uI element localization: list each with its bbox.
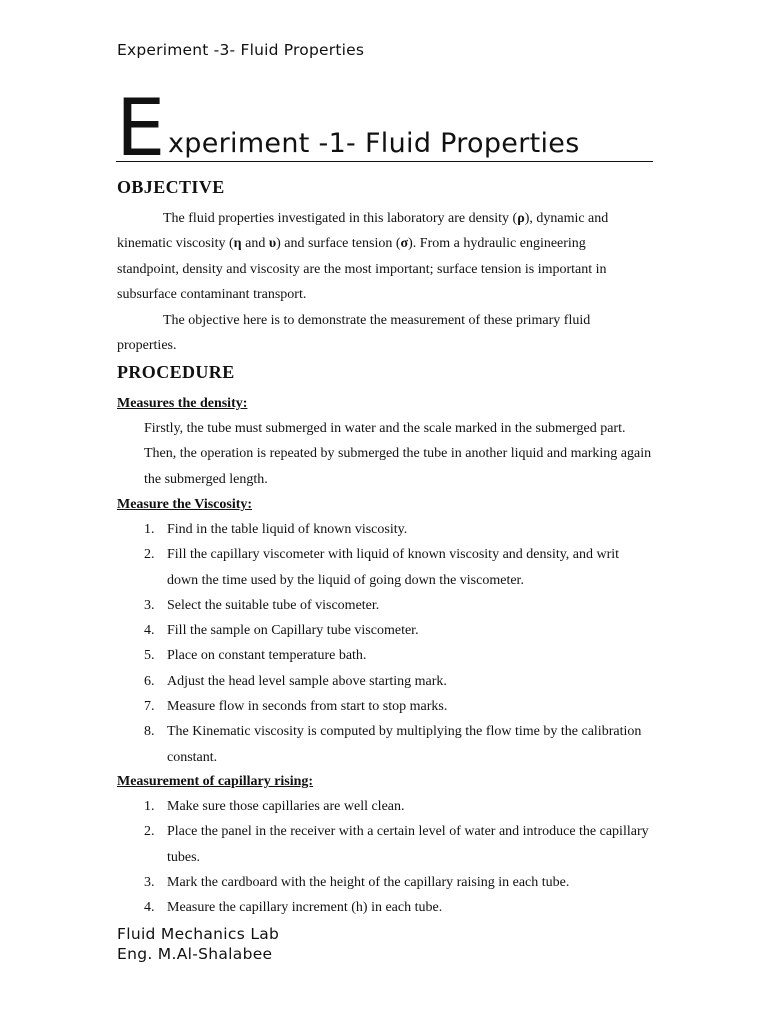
step-text: Place the panel in the receiver with a certain level of water and introduce the capillary tubes. bbox=[167, 824, 649, 865]
eta-symbol: η bbox=[233, 236, 242, 252]
list-item bbox=[117, 643, 652, 668]
step-text: Place on constant temperature bath. bbox=[167, 648, 367, 664]
objective-paragraph-2: The objective here is to demonstrate the measurement of these primary fluid properties. bbox=[117, 313, 591, 354]
step-number: 4. bbox=[144, 900, 155, 916]
step-number: 3. bbox=[144, 597, 155, 613]
list-item bbox=[117, 870, 652, 895]
step-text: Measure the capillary increment (h) in each tube. bbox=[167, 900, 443, 916]
list-item bbox=[117, 694, 652, 719]
step-text: Fill the capillary viscometer with liquid of known viscosity and density, and writ down the time used by the liquid of going down the viscometer. bbox=[167, 547, 620, 588]
objective-paragraph-1 bbox=[117, 206, 637, 307]
footer-author: Eng. M.Al-Shalabee bbox=[117, 945, 273, 963]
step-text: Make sure those capillaries are well clean. bbox=[167, 799, 405, 814]
title-dropcap: E bbox=[116, 84, 166, 174]
text-run: ) and surface tension ( bbox=[276, 236, 401, 252]
list-item bbox=[117, 895, 652, 920]
rho-symbol: ρ bbox=[517, 211, 525, 226]
running-header: Experiment -3- Fluid Properties bbox=[117, 41, 365, 59]
list-item bbox=[117, 819, 652, 870]
step-text: Find in the table liquid of known viscosity. bbox=[167, 522, 408, 537]
step-text: Mark the cardboard with the height of the capillary raising in each tube. bbox=[167, 874, 570, 890]
capillary-subheading: Measurement of capillary rising: bbox=[117, 774, 314, 789]
objective-heading: OBJECTIVE bbox=[117, 177, 225, 197]
step-text: The Kinematic viscosity is computed by multiplying the flow time by the calibration constant. bbox=[167, 724, 642, 765]
footer bbox=[117, 924, 279, 964]
list-item bbox=[117, 719, 652, 770]
footer-course: Fluid Mechanics Lab bbox=[117, 925, 280, 943]
step-number: 3. bbox=[144, 874, 155, 890]
list-item bbox=[117, 669, 652, 694]
step-number: 2. bbox=[144, 547, 155, 563]
text-run: ). From a hydraulic engineering standpoint, density and viscosity are the most important; surface tension is important in subsurface contaminant transport. bbox=[117, 236, 607, 302]
viscosity-subheading: Measure the Viscosity: bbox=[117, 497, 253, 512]
title-text: xperiment -1- Fluid Properties bbox=[168, 128, 580, 159]
step-number: 2. bbox=[144, 824, 155, 840]
list-item bbox=[117, 517, 652, 542]
list-item bbox=[117, 593, 652, 618]
step-text: Select the suitable tube of viscometer. bbox=[167, 597, 380, 613]
density-subheading: Measures the density: bbox=[117, 396, 248, 411]
step-text: Fill the sample on Capillary tube viscometer. bbox=[167, 623, 419, 639]
step-number: 5. bbox=[144, 648, 155, 664]
page-title bbox=[116, 84, 653, 174]
capillary-steps-list bbox=[117, 794, 652, 920]
step-number: 8. bbox=[144, 724, 155, 740]
step-text: Adjust the head level sample above starting mark. bbox=[167, 673, 447, 689]
text-run: The fluid properties investigated in this laboratory are density ( bbox=[163, 211, 518, 226]
viscosity-steps-list bbox=[117, 517, 652, 770]
step-number: 7. bbox=[144, 699, 155, 715]
list-item bbox=[117, 794, 652, 819]
list-item bbox=[117, 542, 652, 593]
step-number: 6. bbox=[144, 673, 155, 689]
step-number: 1. bbox=[144, 522, 155, 537]
sigma-symbol: σ bbox=[400, 236, 409, 252]
text-run: and bbox=[241, 236, 269, 252]
text-run: ), dynamic and kinematic viscosity ( bbox=[117, 211, 609, 252]
step-text: Measure flow in seconds from start to stop marks. bbox=[167, 699, 448, 715]
step-number: 4. bbox=[144, 623, 155, 639]
procedure-heading: PROCEDURE bbox=[117, 362, 235, 382]
nu-symbol: υ bbox=[268, 236, 277, 252]
density-procedure-text: Firstly, the tube must submerged in water and the scale marked in the submerged part. Then, the operation is repeated by submerged the tube in another liquid and marking again the submerged length. bbox=[144, 421, 652, 487]
step-number: 1. bbox=[144, 799, 155, 814]
list-item bbox=[117, 618, 652, 643]
